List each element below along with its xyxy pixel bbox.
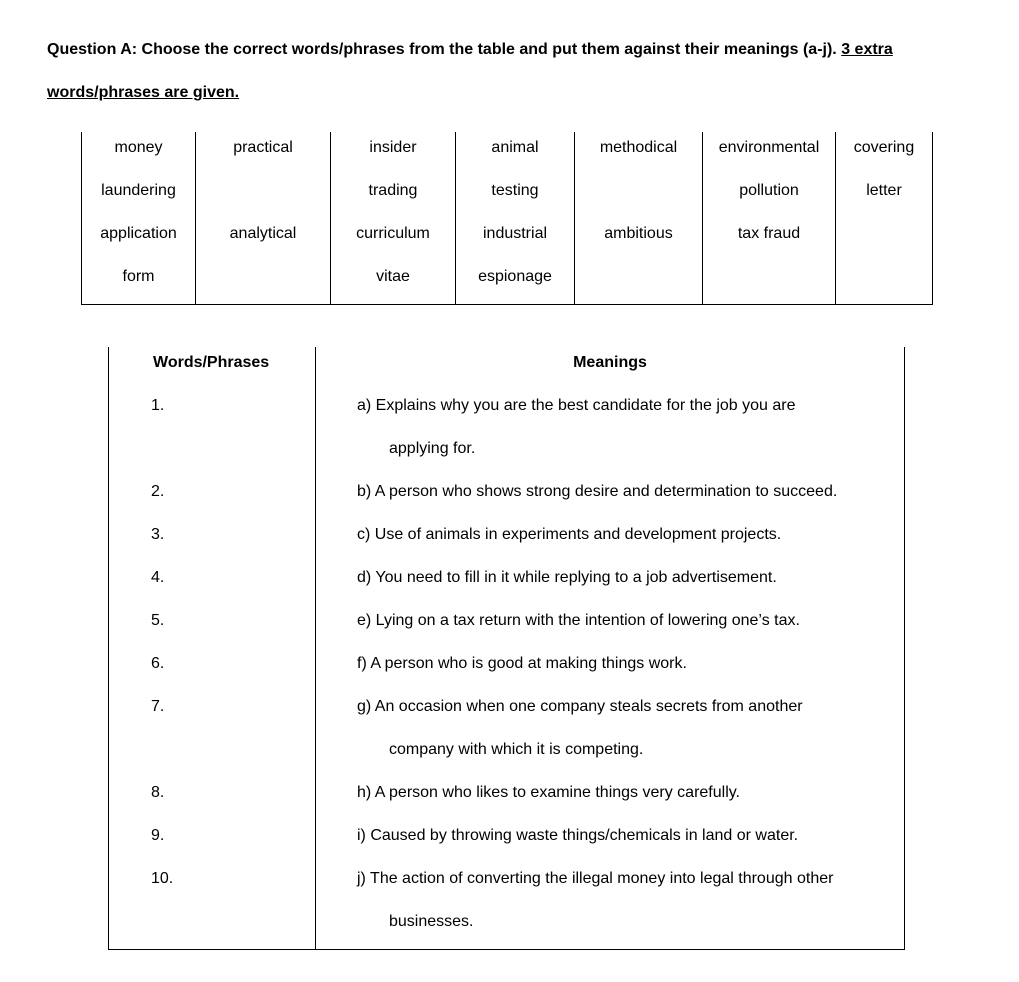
meaning-cell (316, 863, 905, 950)
word-bank-term: curriculum (356, 225, 430, 242)
matching-row (109, 648, 905, 691)
matching-row (109, 476, 905, 519)
words-phrases-header: Words/Phrases (109, 347, 316, 390)
answer-slot (109, 519, 316, 562)
word-bank-term: insider (369, 139, 417, 156)
meaning-text: businesses. (389, 913, 474, 930)
item-number: 3. (151, 526, 165, 543)
word-bank-term: application (100, 225, 177, 242)
item-number: 2. (151, 483, 165, 500)
item-number: 9. (151, 827, 165, 844)
word-bank-cell (575, 132, 703, 218)
item-number: 7. (151, 698, 165, 715)
answer-slot (109, 605, 316, 648)
word-bank-cell (196, 132, 331, 218)
word-bank-cell (703, 218, 836, 305)
word-bank-term: environmental (718, 139, 820, 156)
item-number: 4. (151, 569, 165, 586)
word-bank-term: animal (491, 139, 539, 156)
matching-row (109, 605, 905, 648)
meaning-text: a) Explains why you are the best candidate for the job you are (357, 397, 796, 414)
meaning-text: e) Lying on a tax return with the intention of lowering one’s tax. (357, 612, 800, 629)
answer-slot (109, 777, 316, 820)
word-bank-cell (331, 218, 456, 305)
word-bank-term: money (114, 139, 163, 156)
word-bank-term: methodical (599, 139, 678, 156)
item-number: 1. (151, 397, 165, 414)
answer-slot (109, 476, 316, 519)
item-number: 5. (151, 612, 165, 629)
meanings-header: Meanings (316, 347, 905, 390)
meaning-cell (316, 390, 905, 476)
meaning-cell (316, 519, 905, 562)
answer-slot (109, 390, 316, 476)
meaning-text: b) A person who shows strong desire and determination to succeed. (357, 483, 838, 500)
word-bank-term: analytical (229, 225, 297, 242)
matching-row (109, 390, 905, 476)
word-bank-term: vitae (376, 268, 410, 285)
word-bank-term: form (122, 268, 155, 285)
matching-row (109, 691, 905, 777)
matching-row (109, 820, 905, 863)
word-bank-term: tax fraud (737, 225, 801, 242)
word-bank-term: pollution (739, 182, 799, 199)
matching-row (109, 562, 905, 605)
word-bank-term: ambitious (604, 225, 673, 242)
matching-table (108, 347, 905, 950)
matching-row (109, 519, 905, 562)
word-bank-row (82, 132, 933, 218)
word-bank-cell (836, 218, 933, 305)
word-bank-cell (82, 218, 196, 305)
meaning-text: j) The action of converting the illegal money into legal through other (357, 870, 834, 887)
question-text: Question A: Choose the correct words/phrases from the table and put them against their meanings (a-j). (47, 41, 837, 58)
word-bank-term: trading (368, 182, 418, 199)
matching-row (109, 863, 905, 950)
meaning-cell (316, 691, 905, 777)
word-bank-cell (331, 132, 456, 218)
meaning-cell (316, 648, 905, 691)
meaning-text: f) A person who is good at making things work. (357, 655, 687, 672)
meaning-text: d) You need to fill in it while replying to a job advertisement. (357, 569, 777, 586)
meaning-cell (316, 605, 905, 648)
answer-slot (109, 863, 316, 950)
word-bank-cell (575, 218, 703, 305)
word-bank-cell (836, 132, 933, 218)
answer-slot (109, 648, 316, 691)
word-bank-term: letter (866, 182, 902, 199)
matching-row (109, 777, 905, 820)
word-bank-cell (456, 218, 575, 305)
meaning-text: g) An occasion when one company steals secrets from another (357, 698, 803, 715)
word-bank-term: testing (491, 182, 539, 199)
word-bank-cell (456, 132, 575, 218)
word-bank-term: espionage (478, 268, 552, 285)
word-bank-term: practical (233, 139, 293, 156)
word-bank-cell (82, 132, 196, 218)
meaning-text: applying for. (389, 440, 476, 457)
meaning-cell (316, 476, 905, 519)
meaning-text: i) Caused by throwing waste things/chemicals in land or water. (357, 827, 799, 844)
matching-header-row (109, 347, 905, 390)
meaning-cell (316, 777, 905, 820)
word-bank-cell (196, 218, 331, 305)
word-bank-cell (703, 132, 836, 218)
item-number: 6. (151, 655, 165, 672)
word-bank-term: industrial (482, 225, 548, 242)
answer-slot (109, 691, 316, 777)
question-note: 3 extra words/phrases are given. (47, 41, 893, 101)
item-number: 10. (151, 870, 174, 887)
word-bank-row (82, 218, 933, 305)
answer-slot (109, 820, 316, 863)
meaning-text: company with which it is competing. (389, 741, 644, 758)
meaning-cell (316, 562, 905, 605)
meaning-cell (316, 820, 905, 863)
meaning-text: h) A person who likes to examine things very carefully. (357, 784, 740, 801)
word-bank-term: laundering (101, 182, 176, 199)
item-number: 8. (151, 784, 165, 801)
word-bank-table (81, 132, 933, 305)
question-instruction (47, 28, 972, 114)
word-bank-term: covering (853, 139, 915, 156)
answer-slot (109, 562, 316, 605)
meaning-text: c) Use of animals in experiments and development projects. (357, 526, 782, 543)
